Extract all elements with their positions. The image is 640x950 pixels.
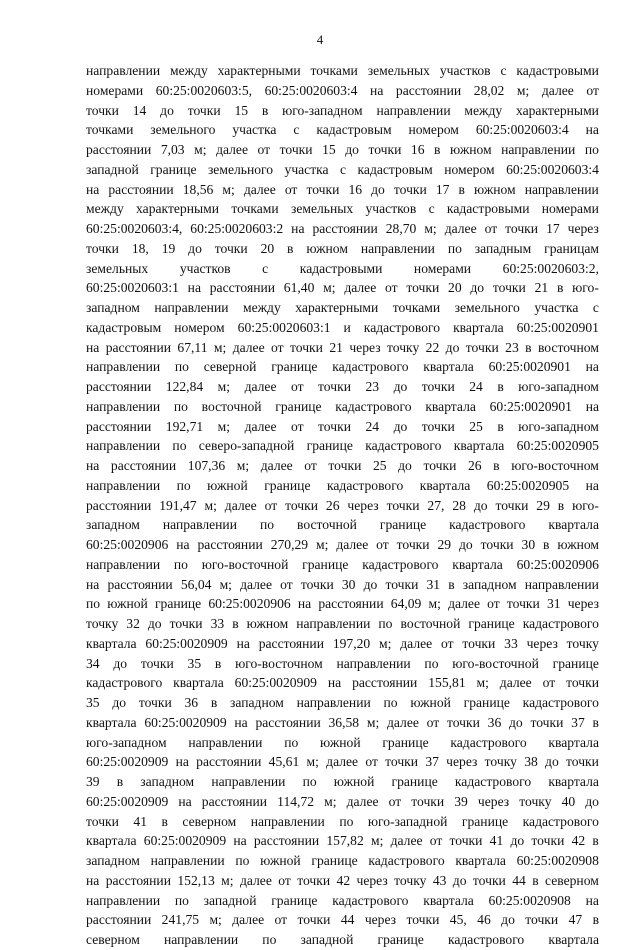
text-line: направлении между характерными точками земельных участков с кадастровыми bbox=[86, 63, 599, 78]
text-line: западной границе земельного участка с кадастровым номером 60:25:0020603:4 bbox=[86, 161, 599, 177]
text-line: квартала 60:25:0020909 на расстоянии 36,58 м; далее от точки 36 до точки 37 в bbox=[86, 714, 599, 730]
text-line: северном направлении по западной границе кадастрового квартала bbox=[86, 932, 599, 947]
text-line: западном направлении между характерными точками земельного участка с bbox=[86, 300, 599, 315]
text-line: земельных участков с кадастровыми номерами 60:25:0020603:2, bbox=[86, 260, 599, 276]
text-line: 35 до точки 36 в западном направлении по южной границе кадастрового bbox=[86, 695, 599, 710]
text-line: на расстоянии 152,13 м; далее от точки 42 через точку 43 до точки 44 в северном bbox=[86, 872, 599, 888]
text-line: 60:25:0020603:4, 60:25:0020603:2 на расстоянии 28,70 м; далее от точки 17 через bbox=[86, 221, 599, 236]
text-line: расстоянии 7,03 м; далее от точки 15 до точки 16 в южном направлении по bbox=[86, 142, 599, 157]
text-line: расстоянии 241,75 м; далее от точки 44 через точки 45, 46 до точки 47 в bbox=[86, 912, 599, 928]
text-line: расстоянии 192,71 м; далее от точки 24 до точки 25 в юго-западном bbox=[86, 418, 599, 434]
text-line: точку 32 до точки 33 в южном направлении по восточной границе кадастрового bbox=[86, 616, 599, 631]
text-line: по южной границе 60:25:0020906 на расстоянии 64,09 м; далее от точки 31 через bbox=[86, 596, 599, 612]
document-body-text bbox=[86, 61, 599, 950]
text-line: направлении по северо-западной границе кадастрового квартала 60:25:0020905 bbox=[86, 438, 599, 454]
text-line: между характерными точками земельных участков с кадастровыми номерами bbox=[86, 201, 599, 217]
text-line: квартала 60:25:0020909 на расстоянии 157,82 м; далее от точки 41 до точки 42 в bbox=[86, 833, 599, 849]
text-line: кадастрового квартала 60:25:0020909 на расстоянии 155,81 м; далее от точки bbox=[86, 675, 599, 691]
text-line: 34 до точки 35 в юго-восточном направлении по юго-восточной границе bbox=[86, 655, 599, 671]
text-line: расстоянии 191,47 м; далее от точки 26 через точки 27, 28 до точки 29 в юго- bbox=[86, 497, 599, 513]
text-line: расстоянии 122,84 м; далее от точки 23 до точки 24 в юго-западном bbox=[86, 379, 599, 394]
text-line: точки 18, 19 до точки 20 в южном направлении по западным границам bbox=[86, 240, 599, 256]
text-line: кадастровым номером 60:25:0020603:1 и кадастрового квартала 60:25:0020901 bbox=[86, 319, 599, 335]
text-line: 60:25:0020909 на расстоянии 114,72 м; далее от точки 39 через точку 40 до bbox=[86, 793, 599, 809]
text-line: на расстоянии 107,36 м; далее от точки 25 до точки 26 в юго-восточном bbox=[86, 458, 599, 473]
text-line: 60:25:0020909 на расстоянии 45,61 м; далее от точки 37 через точку 38 до точки bbox=[86, 754, 599, 770]
text-line: на расстоянии 56,04 м; далее от точки 30 до точки 31 в западном направлении bbox=[86, 576, 599, 592]
text-line: точки 14 до точки 15 в юго-западном направлении между характерными bbox=[86, 102, 599, 118]
text-line: 39 в западном направлении по южной границе кадастрового квартала bbox=[86, 774, 599, 789]
text-line: направлении по северной границе кадастрового квартала 60:25:0020901 на bbox=[86, 359, 599, 375]
text-line: 60:25:0020906 на расстоянии 270,29 м; далее от точки 29 до точки 30 в южном bbox=[86, 537, 599, 552]
text-line: направлении по юго-восточной границе кадастрового квартала 60:25:0020906 bbox=[86, 556, 599, 572]
text-line: западном направлении по восточной границе кадастрового квартала bbox=[86, 517, 599, 533]
text-line: направлении по западной границе кадастрового квартала 60:25:0020908 на bbox=[86, 892, 599, 908]
text-line: точки 41 в северном направлении по юго-западной границе кадастрового bbox=[86, 813, 599, 829]
text-line: на расстоянии 18,56 м; далее от точки 16 до точки 17 в южном направлении bbox=[86, 181, 599, 197]
text-line: западном направлении по южной границе кадастрового квартала 60:25:0020908 bbox=[86, 853, 599, 868]
text-line: юго-западном направлении по южной границе кадастрового квартала bbox=[86, 734, 599, 750]
text-line: квартала 60:25:0020909 на расстоянии 197,20 м; далее от точки 33 через точку bbox=[86, 635, 599, 651]
text-line: номерами 60:25:0020603:5, 60:25:0020603:4 на расстоянии 28,02 м; далее от bbox=[86, 82, 599, 98]
text-line: направлении по южной границе кадастрового квартала 60:25:0020905 на bbox=[86, 477, 599, 493]
text-line: 60:25:0020603:1 на расстоянии 61,40 м; далее от точки 20 до точки 21 в юго- bbox=[86, 280, 599, 296]
text-line: направлении по восточной границе кадастрового квартала 60:25:0020901 на bbox=[86, 398, 599, 414]
text-line: на расстоянии 67,11 м; далее от точки 21 через точку 22 до точки 23 в восточном bbox=[86, 339, 599, 355]
page-number: 4 bbox=[316, 32, 324, 47]
text-line: точками земельного участка с кадастровым номером 60:25:0020603:4 на bbox=[86, 122, 599, 138]
